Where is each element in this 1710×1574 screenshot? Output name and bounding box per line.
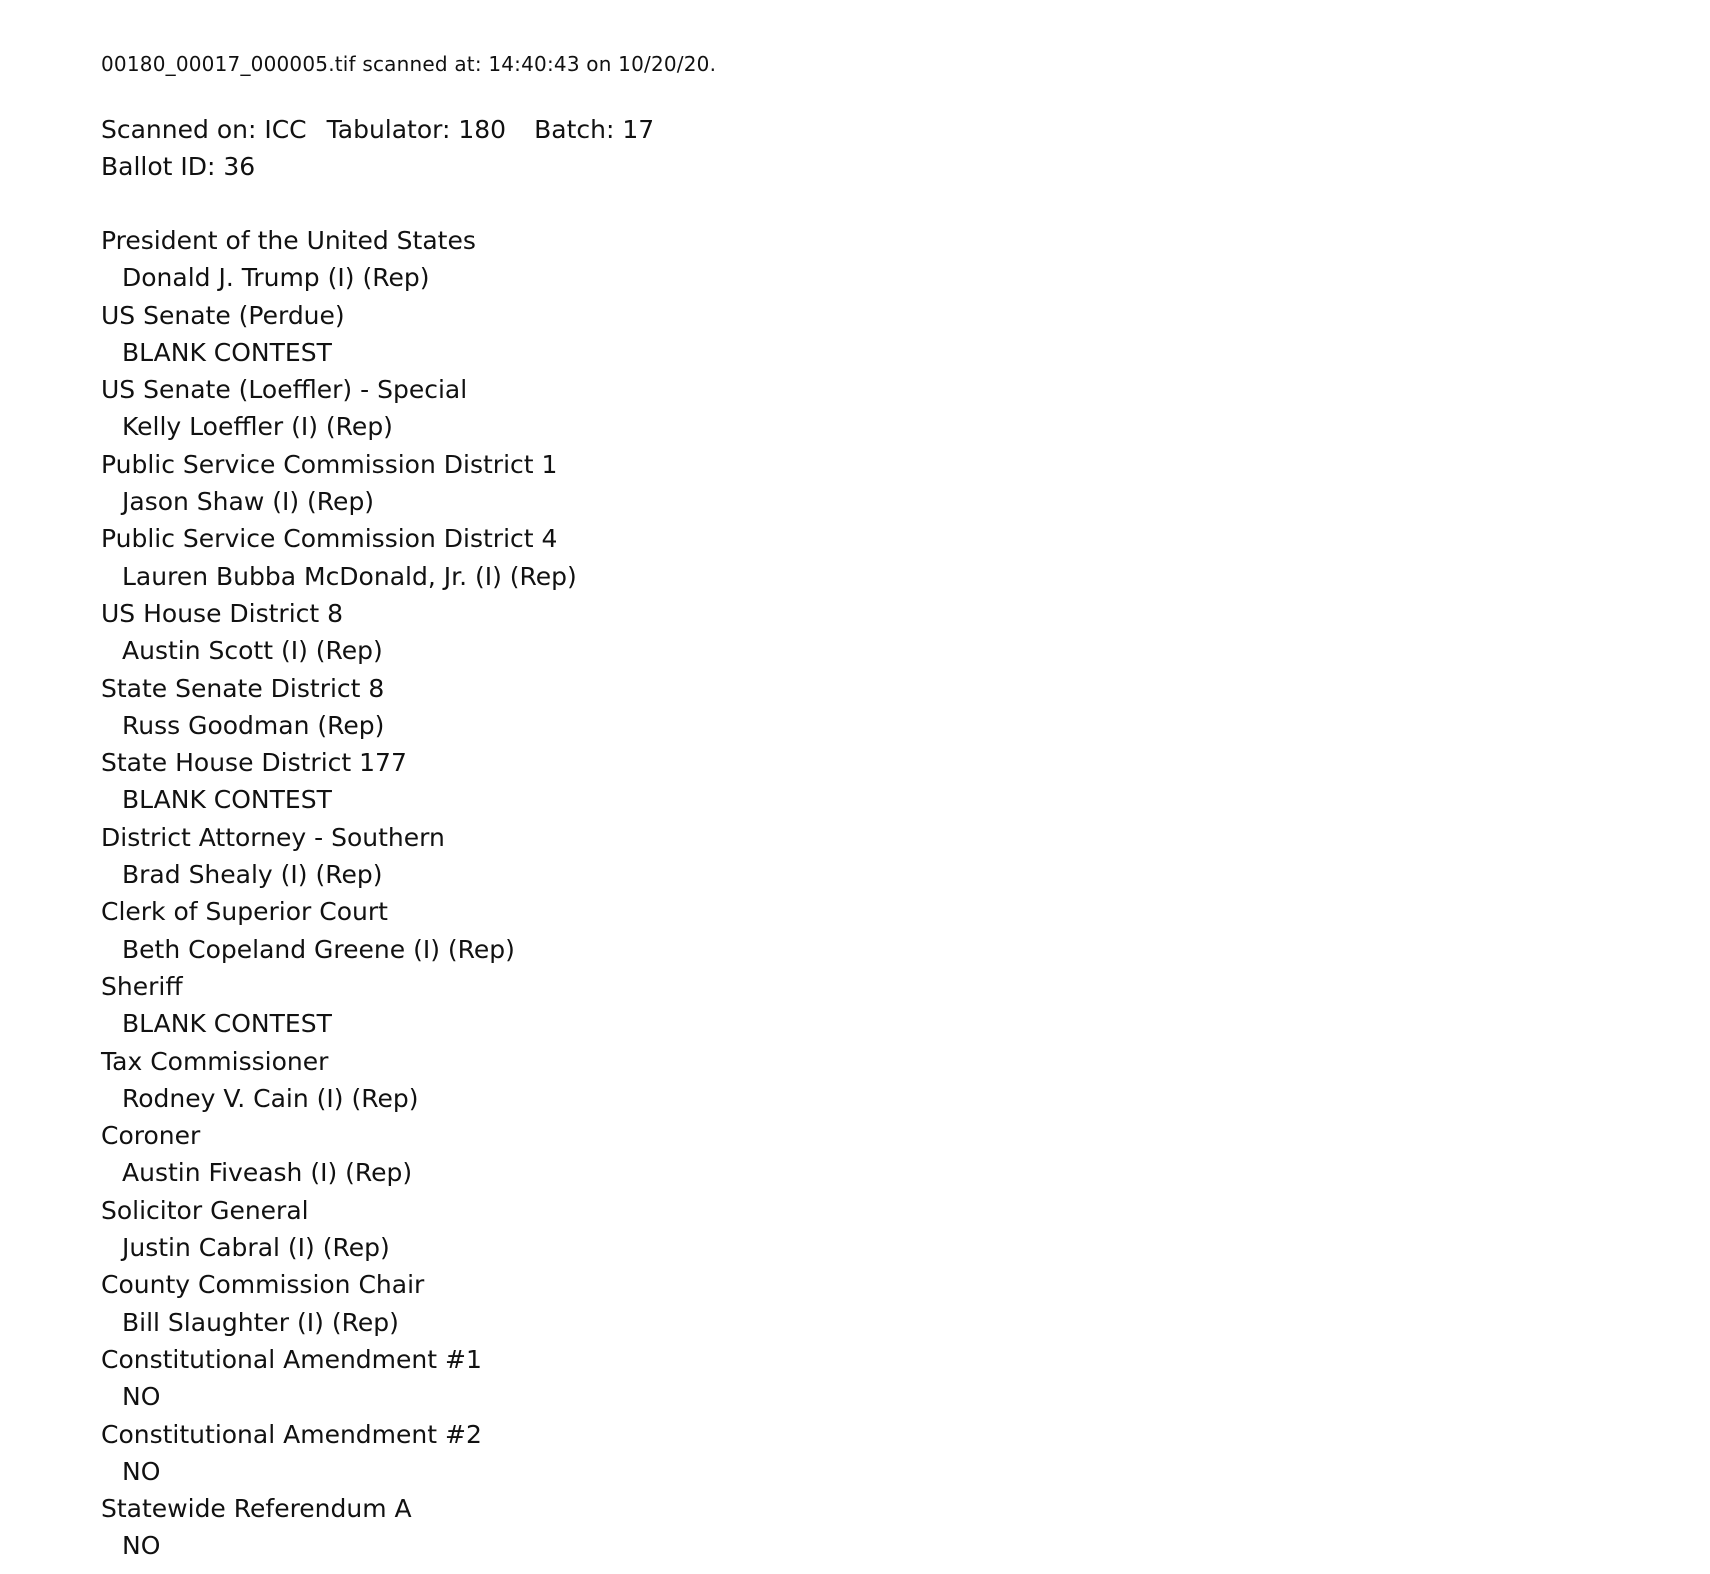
contest-choice: BLANK CONTEST	[122, 1009, 332, 1039]
contest-item	[101, 1416, 577, 1491]
contest-title: State Senate District 8	[101, 673, 385, 703]
contest-item	[101, 222, 577, 297]
contest-item	[101, 1341, 577, 1416]
contest-item	[101, 819, 577, 894]
contest-choice: Kelly Loeffler (I) (Rep)	[122, 412, 393, 442]
contest-title: County Commission Chair	[101, 1270, 425, 1300]
contest-item	[101, 1043, 577, 1118]
contest-title: US Senate (Loeffler) - Special	[101, 375, 468, 405]
contest-title: Public Service Commission District 1	[101, 449, 558, 479]
contest-title: Constitutional Amendment #1	[101, 1344, 482, 1374]
contest-item	[101, 371, 577, 446]
contest-item	[101, 297, 577, 372]
ballot-id-label: Ballot ID: 36	[101, 152, 256, 181]
contest-choice: Bill Slaughter (I) (Rep)	[122, 1307, 399, 1337]
contest-choice: Lauren Bubba McDonald, Jr. (I) (Rep)	[122, 561, 577, 591]
contest-title: Statewide Referendum A	[101, 1494, 412, 1524]
contest-choice: Beth Copeland Greene (I) (Rep)	[122, 934, 515, 964]
contest-item	[101, 1192, 577, 1267]
scan-header: 00180_00017_000005.tif scanned at: 14:40:43 on 10/20/20.	[101, 52, 717, 76]
contest-title: State House District 177	[101, 748, 407, 778]
scan-info-line	[101, 111, 654, 148]
scan-metadata	[101, 111, 654, 185]
contest-title: Constitutional Amendment #2	[101, 1419, 482, 1449]
contest-title: Solicitor General	[101, 1195, 309, 1225]
contest-title: Coroner	[101, 1121, 201, 1151]
contest-list	[101, 222, 577, 1565]
contest-title: President of the United States	[101, 226, 476, 255]
contest-choice: Austin Scott (I) (Rep)	[122, 636, 383, 666]
contest-title: Clerk of Superior Court	[101, 897, 388, 927]
contest-title: District Attorney - Southern	[101, 822, 445, 852]
contest-choice: NO	[122, 1382, 161, 1412]
contest-choice: Justin Cabral (I) (Rep)	[122, 1233, 390, 1263]
scanned-on-label: Scanned on: ICC	[101, 115, 307, 144]
contest-choice: NO	[122, 1456, 161, 1486]
contest-choice: Austin Fiveash (I) (Rep)	[122, 1158, 413, 1188]
contest-item	[101, 744, 577, 819]
contest-item	[101, 893, 577, 968]
contest-item	[101, 595, 577, 670]
contest-choice: BLANK CONTEST	[122, 785, 332, 815]
contest-title: Tax Commissioner	[101, 1046, 329, 1076]
batch-label: Batch: 17	[534, 115, 655, 144]
ballot-id-line	[101, 148, 654, 185]
tabulator-label: Tabulator: 180	[326, 115, 507, 144]
contest-choice: Jason Shaw (I) (Rep)	[122, 487, 375, 517]
contest-choice: Russ Goodman (Rep)	[122, 710, 385, 740]
contest-item	[101, 446, 577, 521]
contest-choice: Donald J. Trump (I) (Rep)	[122, 263, 430, 293]
contest-item	[101, 1266, 577, 1341]
contest-choice: NO	[122, 1531, 161, 1561]
contest-choice: Brad Shealy (I) (Rep)	[122, 860, 383, 890]
contest-title: Sheriff	[101, 971, 183, 1001]
contest-item	[101, 670, 577, 745]
contest-item	[101, 968, 577, 1043]
contest-title: US House District 8	[101, 598, 344, 628]
contest-title: US Senate (Perdue)	[101, 300, 345, 330]
contest-choice: Rodney V. Cain (I) (Rep)	[122, 1083, 419, 1113]
contest-item	[101, 520, 577, 595]
contest-item	[101, 1117, 577, 1192]
contest-choice: BLANK CONTEST	[122, 337, 332, 367]
contest-item	[101, 1490, 577, 1565]
contest-title: Public Service Commission District 4	[101, 524, 558, 554]
